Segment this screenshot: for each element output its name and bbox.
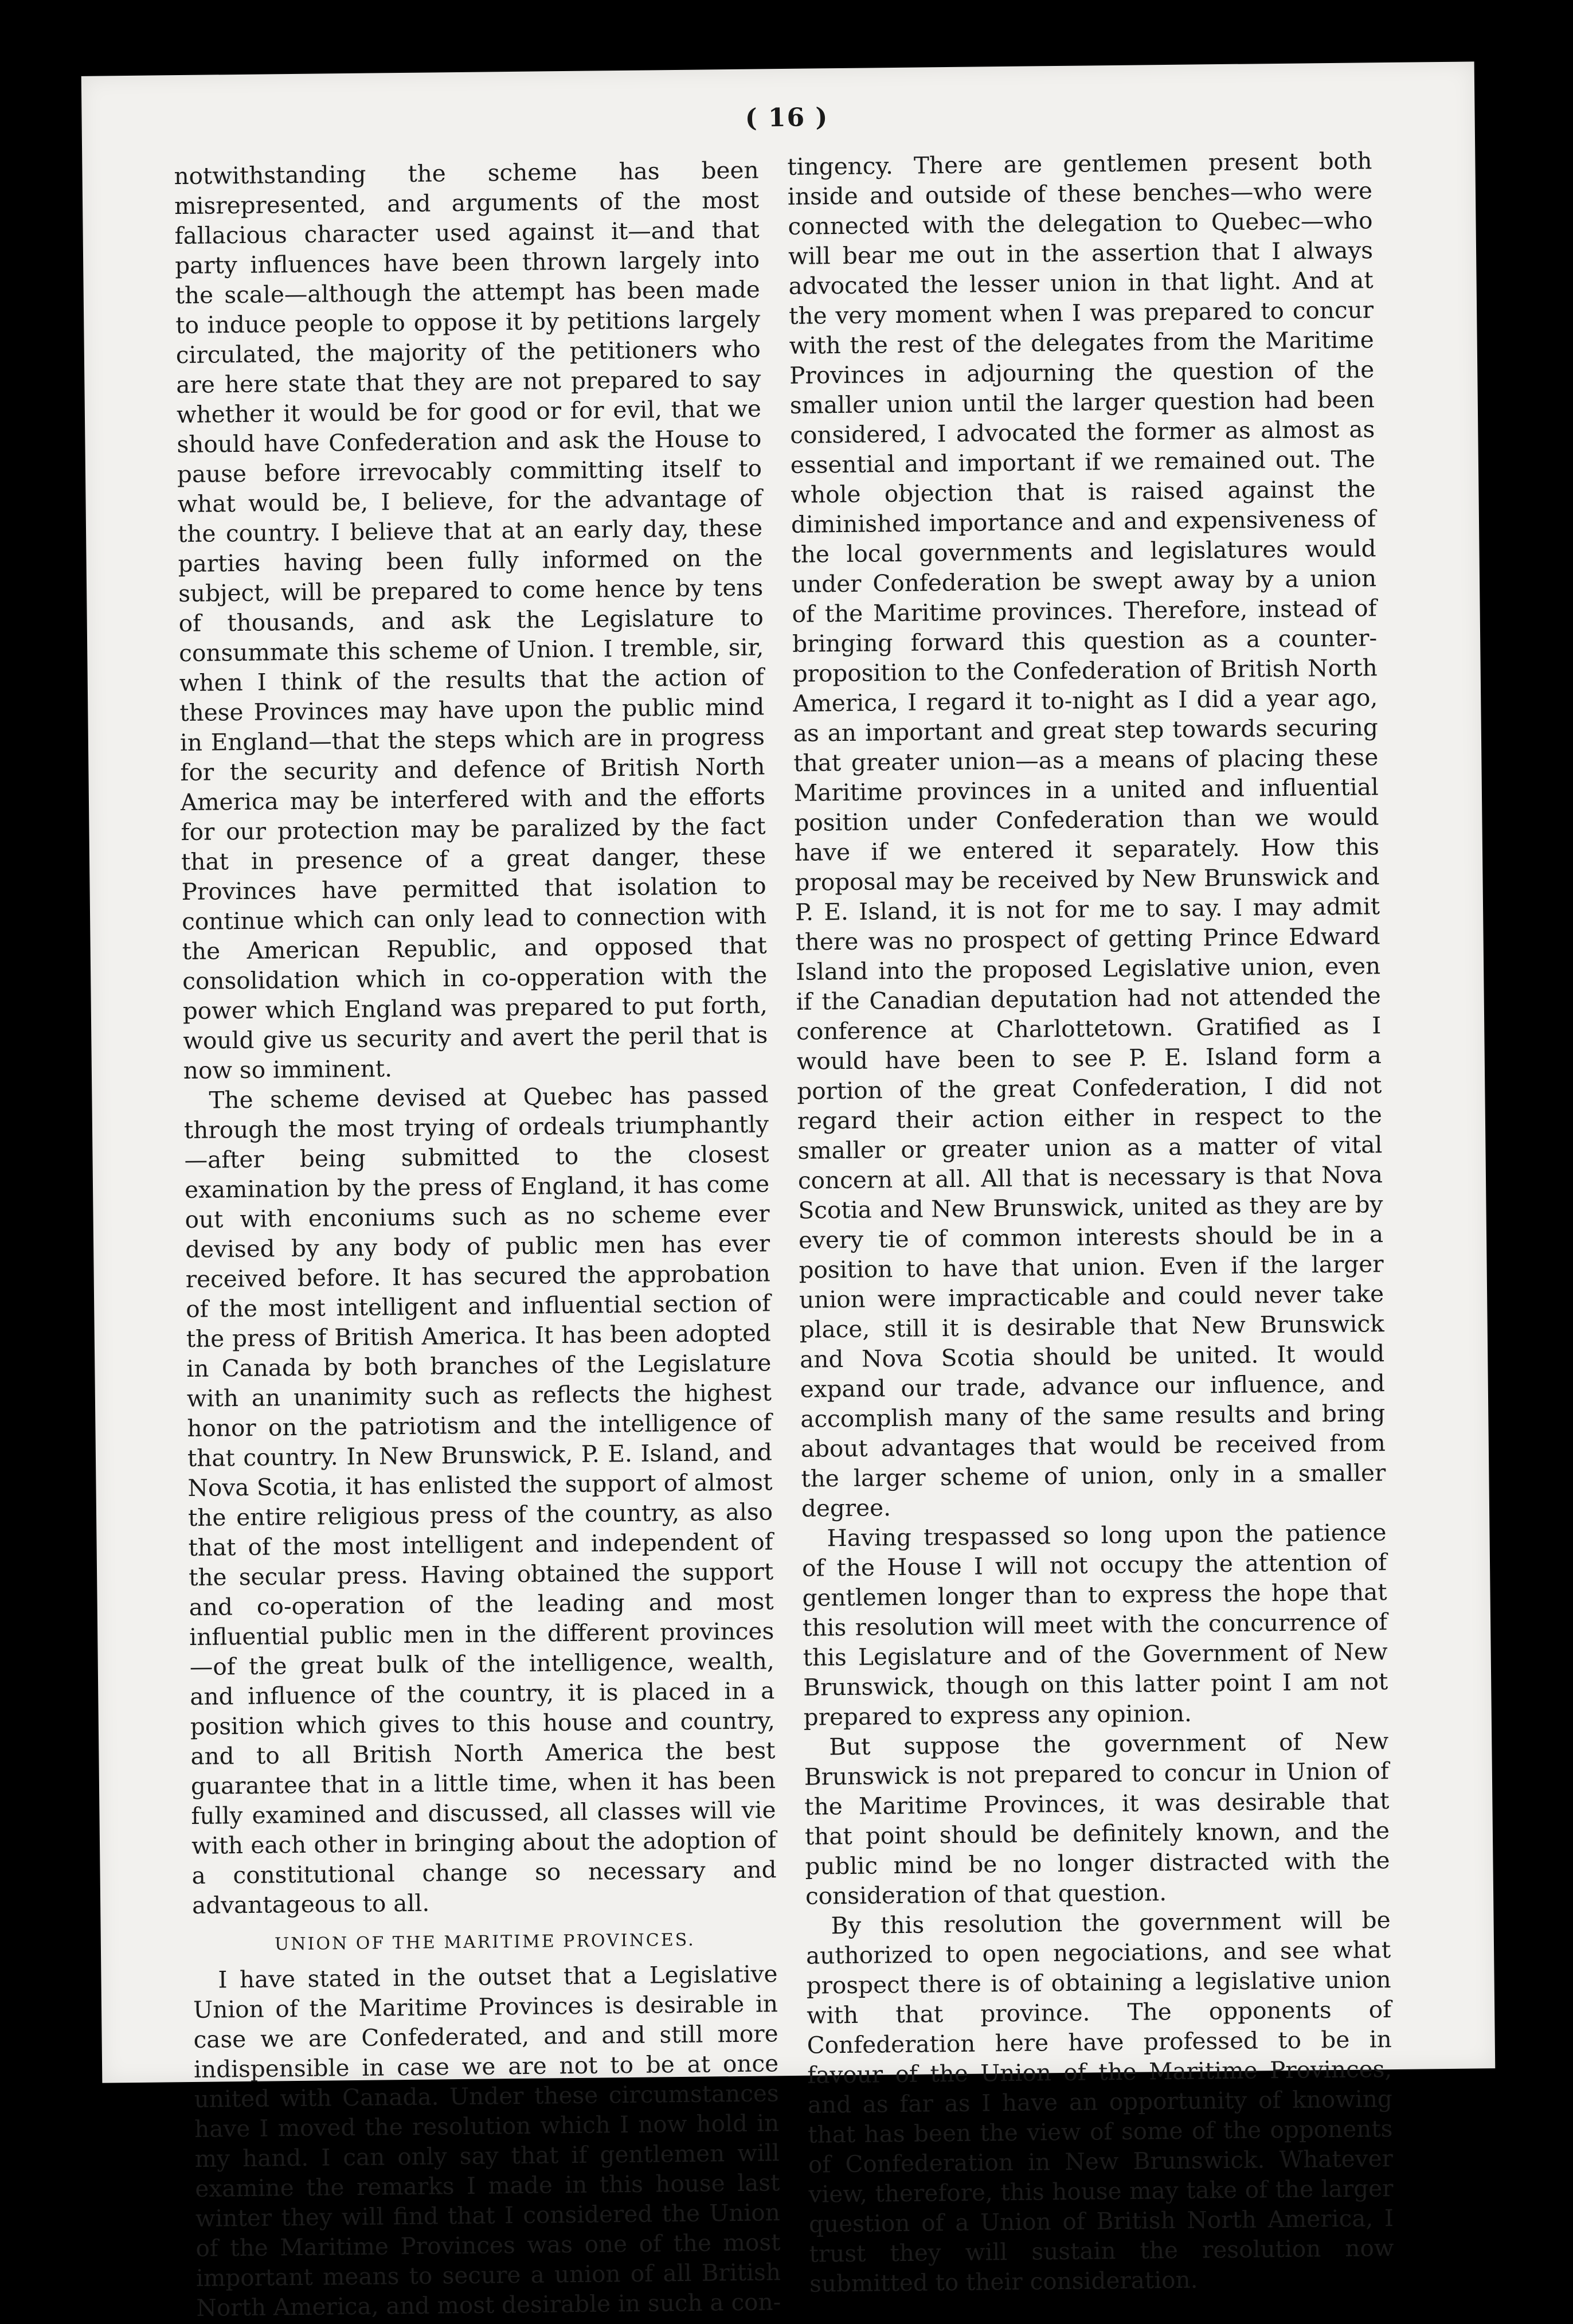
right-paragraph-4: By this resolution the government will be authorized to open negociations, and see what prospect there is of obtaining a legislative union with that province. The opponents of Confederation here have professed to be in favour of the Union of the Maritime Provinces, and as far as I have an opportunity of knowing that has been the view of some of the opponents of Confederation in New Brunswick. Whatever view, therefore, this house may take of the larger question of a Union of British North America, I trust they will sustain the resolution now submitted to their consideration. [805, 1906, 1394, 2298]
section-heading: UNION OF THE MARITIME PROVINCES. [274, 1929, 695, 1955]
left-paragraph-1: notwithstanding the scheme has been misrepresented, and arguments of the most fallacious character used against it—and that party influences have been thrown largely into the scale—although the attempt has been made to induce people to oppose it by petitions largely circulated, the majority of the petitioners who are here state that they are not prepared to say whether it would be for good or for evil, that we should have Confederation and ask the House to pause before irrevocably committing itself to what would be, I believe, for the advantage of the country. I believe that at an early day, these parties having been fully informed on the subject, will be prepared to come hence by tens of thousands, and ask the Legislature to consummate this scheme of Union. I tremble, sir, when I think of the results that the action of these Provinces may have upon the public mind in England—that the steps which are in progress for the security and defence of British North America may be interfered with and the efforts for our protection may be paralized by the fact that in presence of a great danger, these Provinces have permitted that isolation to continue which can only lead to connection with the American Republic, and opposed that consolidation which in co-opperation with the power which England was prepared to put forth, would give us security and avert the peril that is now so imminent. [174, 156, 768, 1085]
left-paragraph-2: The scheme devised at Quebec has passed through the most trying of ordeals triumphantly—after being submitted to the closest examination by the press of England, it has come out with enconiums such as no scheme ever devised by any body of public men has ever received before. It has secured the approbation of the most intelligent and influential section of the press of British America. It has been adopted in Canada by both branches of the Legislature with an unanimity such as reflects the highest honor on the patriotism and the intelligence of that country. In New Brunswick, P. E. Island, and Nova Scotia, it has enlisted the support of almost the entire religious press of the country, as also that of the most intelligent and independent of the secular press. Having obtained the support and co-operation of the leading and most influential public men in the different provinces—of the great bulk of the intelligence, wealth, and influence of the country, it is placed in a position which gives to this house and country, and to all British North America the best guarantee that in a little time, when it has been fully examined and discussed, all classes will vie with each other in bringing about the adoption of a constitutional change so necessary and advantageous to all. [183, 1080, 777, 1919]
right-paragraph-3: But suppose the government of New Brunswick is not prepared to concur in Union of the Maritime Provinces, it was desirable that that point should be definitely known, and the public mind be no longer distracted with the consideration of that question. [804, 1727, 1390, 1910]
right-column [787, 146, 1394, 2298]
left-paragraph-3: I have stated in the outset that a Legislative Union of the Maritime Provinces is desirable in case we are Confederated, and and still more indispensible in case we are not to be at once united with Canada. Under these circumstances have I moved the resolution which I now hold in my hand. I can only say that if gentlemen will examine the remarks I made in this house last winter they will find that I considered the Union of the Maritime Provinces was one of the most important means to secure a union of all British North America, and most desirable in such a con- [193, 1960, 781, 2322]
left-column [174, 155, 781, 2322]
page-number: ( 16 ) [745, 103, 829, 133]
document-page [81, 61, 1496, 2322]
right-paragraph-2: Having trespassed so long upon the patience of the House I will not occupy the attention of gentlemen longer than to express the hope that this resolution will meet with the concurrence of this Legislature and of the Government of New Brunswick, though on this latter point I am not prepared to express any opinion. [801, 1518, 1388, 1731]
right-paragraph-1: tingency. There are gentlemen present both inside and outside of these benches—who were connected with the delegation to Quebec—who will bear me out in the assertion that I always advocated the lesser union in that light. And at the very moment when I was prepared to concur with the rest of the delegates from the Maritime Provinces in adjourning the question of the smaller union until the larger question had been considered, I advocated the former as almost as essential and important if we remained out. The whole objection that is raised against the diminished importance and and expensiveness of the local governments and legislatures would under Confederation be swept away by a union of the Maritime provinces. Therefore, instead of bringing forward this question as a counter-proposition to the Confederation of British North America, I regard it to-night as I did a year ago, as an important and great step towards securing that greater union—as a means of placing these Maritime provinces in a united and influential position under Confederation than we would have if we entered it separately. How this proposal may be received by New Brunswick and P. E. Island, it is not for me to say. I may admit there was no prospect of getting Prince Edward Island into the proposed Legislative union, even if the Canadian deputation had not attended the conference at Charlottetown. Gratified as I would have been to see P. E. Island form a portion of the great Confederation, I did not regard their action either in respect to the smaller or greater union as a matter of vital concern at all. All that is necessary is that Nova Scotia and New Brunswick, united as they are by every tie of common interests should be in a position to have that union. Even if the larger union were impracticable and could never take place, still it is desirable that New Brunswick and Nova Scotia should be united. It would expand our trade, advance our influence, and accomplish many of the same results and bring about advantages that would be received from the larger scheme of union, only in a smaller degree. [787, 147, 1386, 1522]
